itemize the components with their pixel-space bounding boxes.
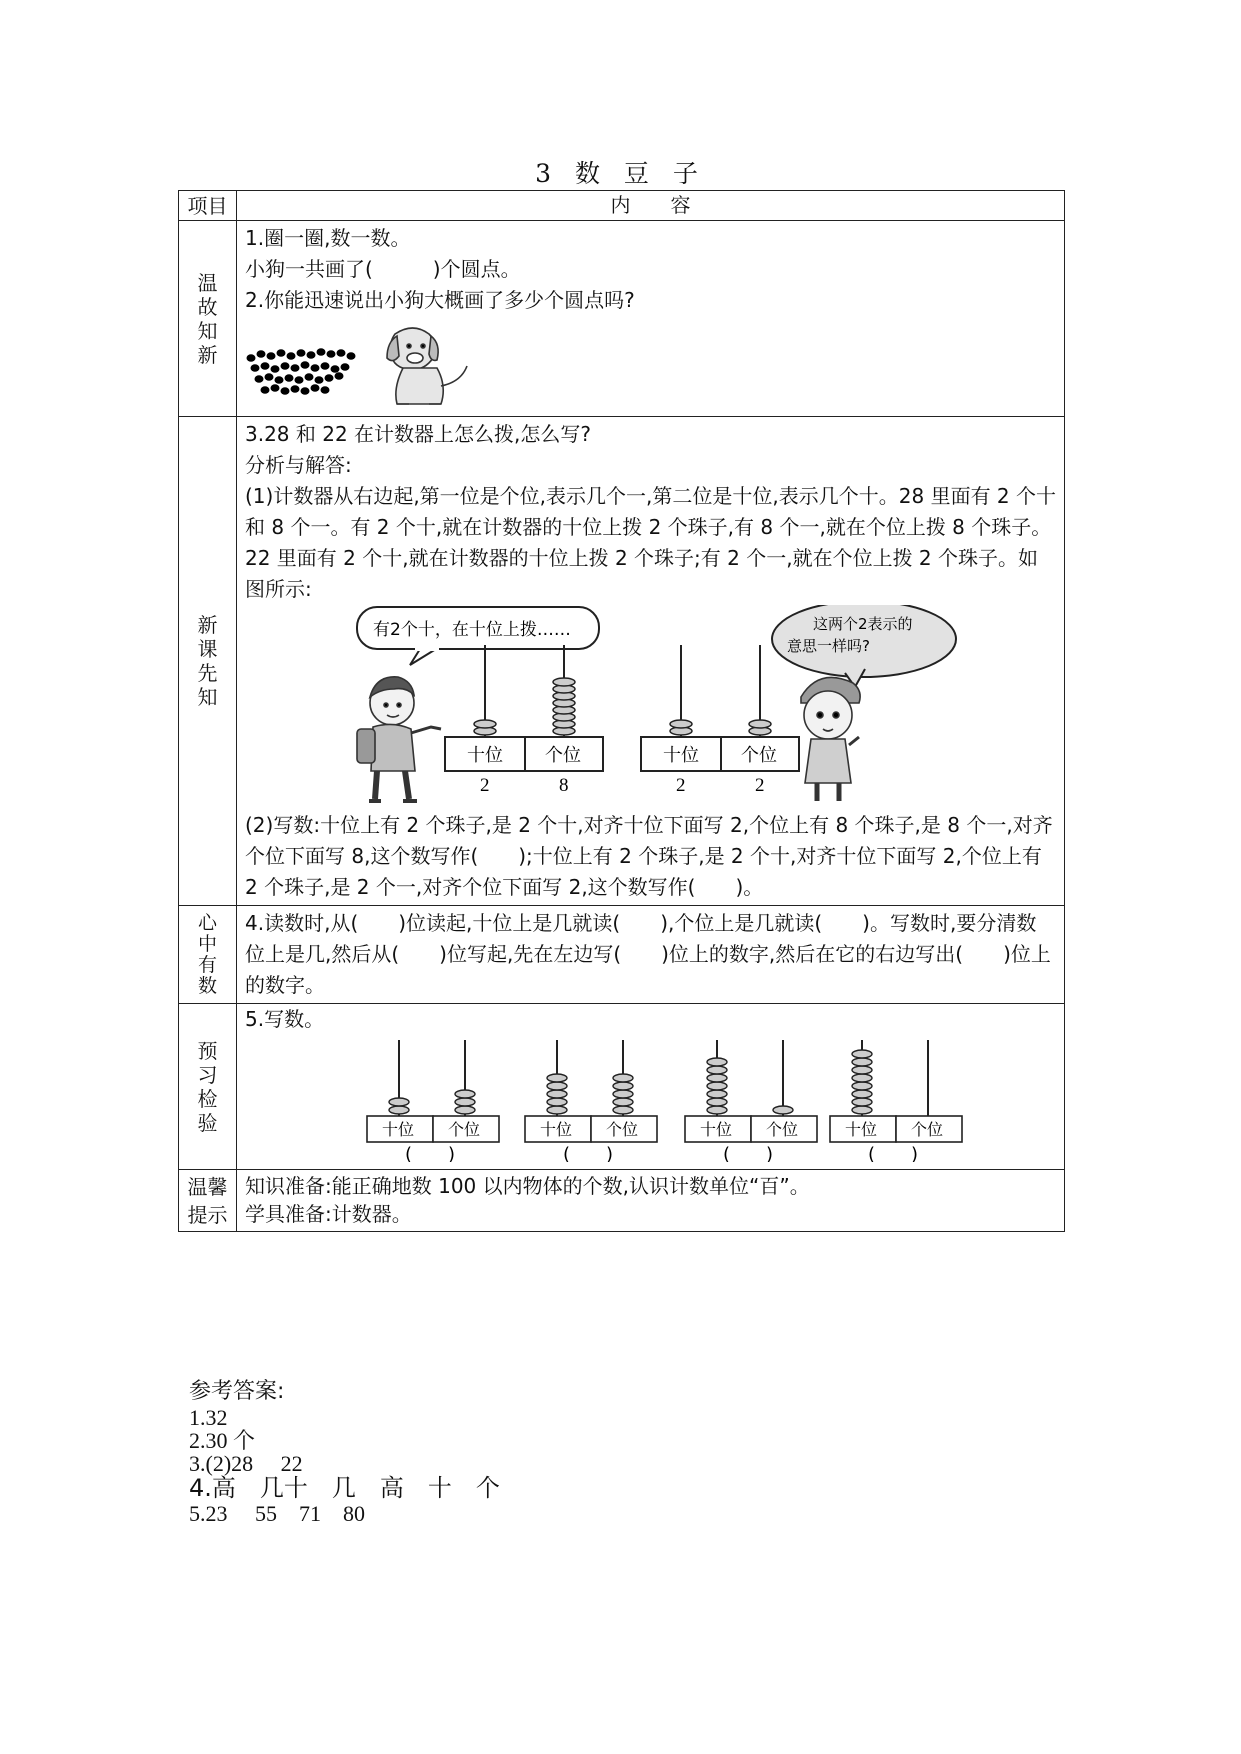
abacus2-ones-label: 个位	[741, 745, 777, 766]
page-title: 3 数 豆 子	[535, 159, 706, 188]
abacus2-tens-label: 十位	[663, 745, 699, 766]
abacus1-tens-label: 十位	[467, 745, 503, 766]
dot	[307, 351, 316, 359]
dot	[291, 364, 300, 372]
check-abacus	[525, 1040, 657, 1162]
dot	[327, 350, 336, 358]
review-q2: 2.你能迅速说出小狗大概画了多少个圆点吗?	[245, 288, 635, 312]
abacus-bead	[749, 720, 771, 728]
abacus2-ones-value: 2	[755, 775, 765, 796]
dot	[331, 365, 340, 373]
lesson-analysis: 分析与解答:	[245, 453, 352, 477]
dot	[271, 384, 280, 392]
dot	[271, 365, 280, 373]
abacus-bead	[389, 1098, 409, 1106]
new-lesson-label: 新 课 先 知	[197, 613, 218, 709]
abacus-bead	[852, 1098, 872, 1106]
answer-4: 4.高 几十 几 高 十 个	[189, 1474, 500, 1502]
check-ones-label: 个位	[911, 1120, 944, 1139]
abacus1-ones-label: 个位	[545, 745, 581, 766]
abacus-bead	[455, 1106, 475, 1114]
tips-line-2: 学具准备:计数器。	[245, 1202, 412, 1226]
dot	[277, 349, 286, 357]
check-abacus	[685, 1040, 817, 1162]
abacus-bead	[852, 1090, 872, 1098]
abacus-bead	[455, 1090, 475, 1098]
dot	[257, 350, 266, 358]
abacus-bead	[852, 1050, 872, 1058]
dog-icon	[387, 328, 467, 404]
dot	[255, 375, 264, 383]
abacus-bead	[707, 1106, 727, 1114]
tips-label: 温馨 提示	[187, 1174, 228, 1227]
abacus-bead	[707, 1066, 727, 1074]
summary-text: 4.读数时,从( )位读起,十位上是几就读( ),个位上是几就读( )。写数时,要分清数位上是几,然后从( )位写起,先在左边写( )位上的数字,然后在它的右边写出( )位上的数字。	[245, 911, 1051, 997]
summary-label: 心 中 有 数	[197, 911, 217, 997]
dot	[311, 364, 320, 372]
abacus-bead	[547, 1090, 567, 1098]
abacus-bead	[613, 1074, 633, 1082]
answer-2: 2.30 个	[189, 1428, 256, 1453]
abacus-bead	[455, 1098, 475, 1106]
dot	[347, 352, 356, 360]
dot	[297, 349, 306, 357]
abacus-bead	[670, 720, 692, 728]
dot	[291, 385, 300, 393]
abacus-bead	[613, 1098, 633, 1106]
girl-speech-text-2: 意思一样吗?	[787, 637, 870, 655]
header-item: 项目	[179, 191, 237, 221]
check-tens-label: 十位	[382, 1120, 415, 1139]
check-tens-label: 十位	[700, 1120, 733, 1139]
dot	[281, 387, 290, 395]
abacus-bead	[852, 1082, 872, 1090]
dot	[275, 376, 284, 384]
answer-key	[189, 1378, 500, 1525]
abacus-bead	[707, 1058, 727, 1066]
dot	[321, 362, 330, 370]
check-ones-label: 个位	[448, 1120, 481, 1139]
dot	[335, 372, 344, 380]
answer-1: 1.32	[189, 1405, 228, 1430]
dot	[315, 376, 324, 384]
check-abacus	[367, 1040, 499, 1162]
abacus-bead	[852, 1106, 872, 1114]
abacus-bead	[707, 1098, 727, 1106]
abacus-bead	[707, 1090, 727, 1098]
dot	[325, 374, 334, 382]
review-label: 温 故 知 新	[197, 270, 218, 367]
abacus-bead	[852, 1066, 872, 1074]
abacus1-ones-value: 8	[559, 775, 569, 796]
lesson-figure	[245, 605, 1055, 810]
abacus-bead	[773, 1106, 793, 1114]
check-abacus	[830, 1040, 962, 1162]
check-question: 5.写数。	[245, 1007, 325, 1031]
dot	[341, 363, 350, 371]
summary-row	[179, 906, 1065, 1004]
check-ones-label: 个位	[606, 1120, 639, 1139]
abacus-bead	[547, 1098, 567, 1106]
dots-and-dog-figure	[245, 316, 485, 408]
header-content: 内 容	[237, 191, 1065, 221]
abacus1-tens-value: 2	[480, 775, 490, 796]
dot	[261, 362, 270, 370]
boy-icon	[357, 677, 441, 801]
abacus-bead	[852, 1058, 872, 1066]
dot	[295, 376, 304, 384]
abacus-bead	[547, 1074, 567, 1082]
boy-speech-text: 有2个十，在十位上拨……	[373, 620, 571, 640]
worksheet-table	[178, 190, 1065, 1232]
dot	[251, 364, 260, 372]
check-answer-blank: ( )	[563, 1144, 614, 1162]
lesson-paragraph-2: (2)写数:十位上有 2 个珠子,是 2 个十,对齐十位下面写 2,个位上有 8 个珠子,是 8 个一,对齐个位下面写 8,这个数写作( );十位上有 2 个珠子,是 2 个十,对齐十位下面写 2,个位上有 2 个珠子,是 2 个一,对齐个位下面写 2,这个数写作( )。	[245, 813, 1053, 899]
dot	[285, 374, 294, 382]
answer-5: 5.23 55 71 80	[189, 1501, 366, 1526]
dot	[281, 362, 290, 370]
abacus-bead	[613, 1082, 633, 1090]
dot	[301, 361, 310, 369]
check-label: 预 习 检 验	[197, 1038, 218, 1135]
check-tens-label: 十位	[845, 1120, 878, 1139]
check-answer-blank: ( )	[723, 1144, 774, 1162]
check-abaci-figure	[245, 1032, 1055, 1162]
dot	[265, 373, 274, 381]
dot	[247, 354, 256, 362]
abacus-bead	[613, 1090, 633, 1098]
answer-3: 3.(2)28 22	[189, 1451, 303, 1476]
dot	[301, 387, 310, 395]
abacus-bead	[707, 1074, 727, 1082]
tips-row	[179, 1170, 1065, 1232]
check-answer-blank: ( )	[868, 1144, 919, 1162]
header-row	[179, 191, 1065, 221]
lesson-paragraph-1: (1)计数器从右边起,第一位是个位,表示几个一,第二位是十位,表示几个十。28 里面有 2 个十和 8 个一。有 2 个十,就在计数器的十位上拨 2 个珠子,有 8 个一,就在个位上拨 8 个珠子。22 里面有 2 个十,就在计数器的十位上拨 2 个珠子;有 2 个一,就在个位上拨 2 个珠子。如图所示:	[245, 484, 1057, 601]
check-row	[179, 1004, 1065, 1170]
review-q1-blank: 小狗一共画了( )个圆点。	[245, 257, 521, 281]
dot	[321, 386, 330, 394]
review-q1: 1.圈一圈,数一数。	[245, 226, 411, 250]
abacus2-tens-value: 2	[676, 775, 686, 796]
abacus-bead	[707, 1082, 727, 1090]
dot	[287, 352, 296, 360]
review-row	[179, 221, 1065, 417]
dot	[311, 384, 320, 392]
answer-heading: 参考答案:	[189, 1379, 285, 1404]
new-lesson-row	[179, 417, 1065, 906]
check-answer-blank: ( )	[405, 1144, 456, 1162]
lesson-question: 3.28 和 22 在计数器上怎么拨,怎么写?	[245, 422, 592, 446]
check-ones-label: 个位	[766, 1120, 799, 1139]
dot	[337, 349, 346, 357]
abacus-bead	[613, 1106, 633, 1114]
abacus-bead	[852, 1074, 872, 1082]
dot	[317, 348, 326, 356]
abacus-bead	[474, 720, 496, 728]
abacus-bead	[547, 1106, 567, 1114]
dot	[261, 386, 270, 394]
dots-cluster	[247, 348, 356, 395]
dot	[305, 373, 314, 381]
abacus-bead	[547, 1082, 567, 1090]
check-tens-label: 十位	[540, 1120, 573, 1139]
girl-speech-text-1: 这两个2表示的	[813, 615, 913, 633]
girl-icon	[801, 677, 860, 801]
dot	[267, 352, 276, 360]
tips-line-1: 知识准备:能正确地数 100 以内物体的个数,认识计数单位“百”。	[245, 1174, 810, 1198]
abacus-bead	[553, 678, 575, 686]
abacus-bead	[389, 1106, 409, 1114]
